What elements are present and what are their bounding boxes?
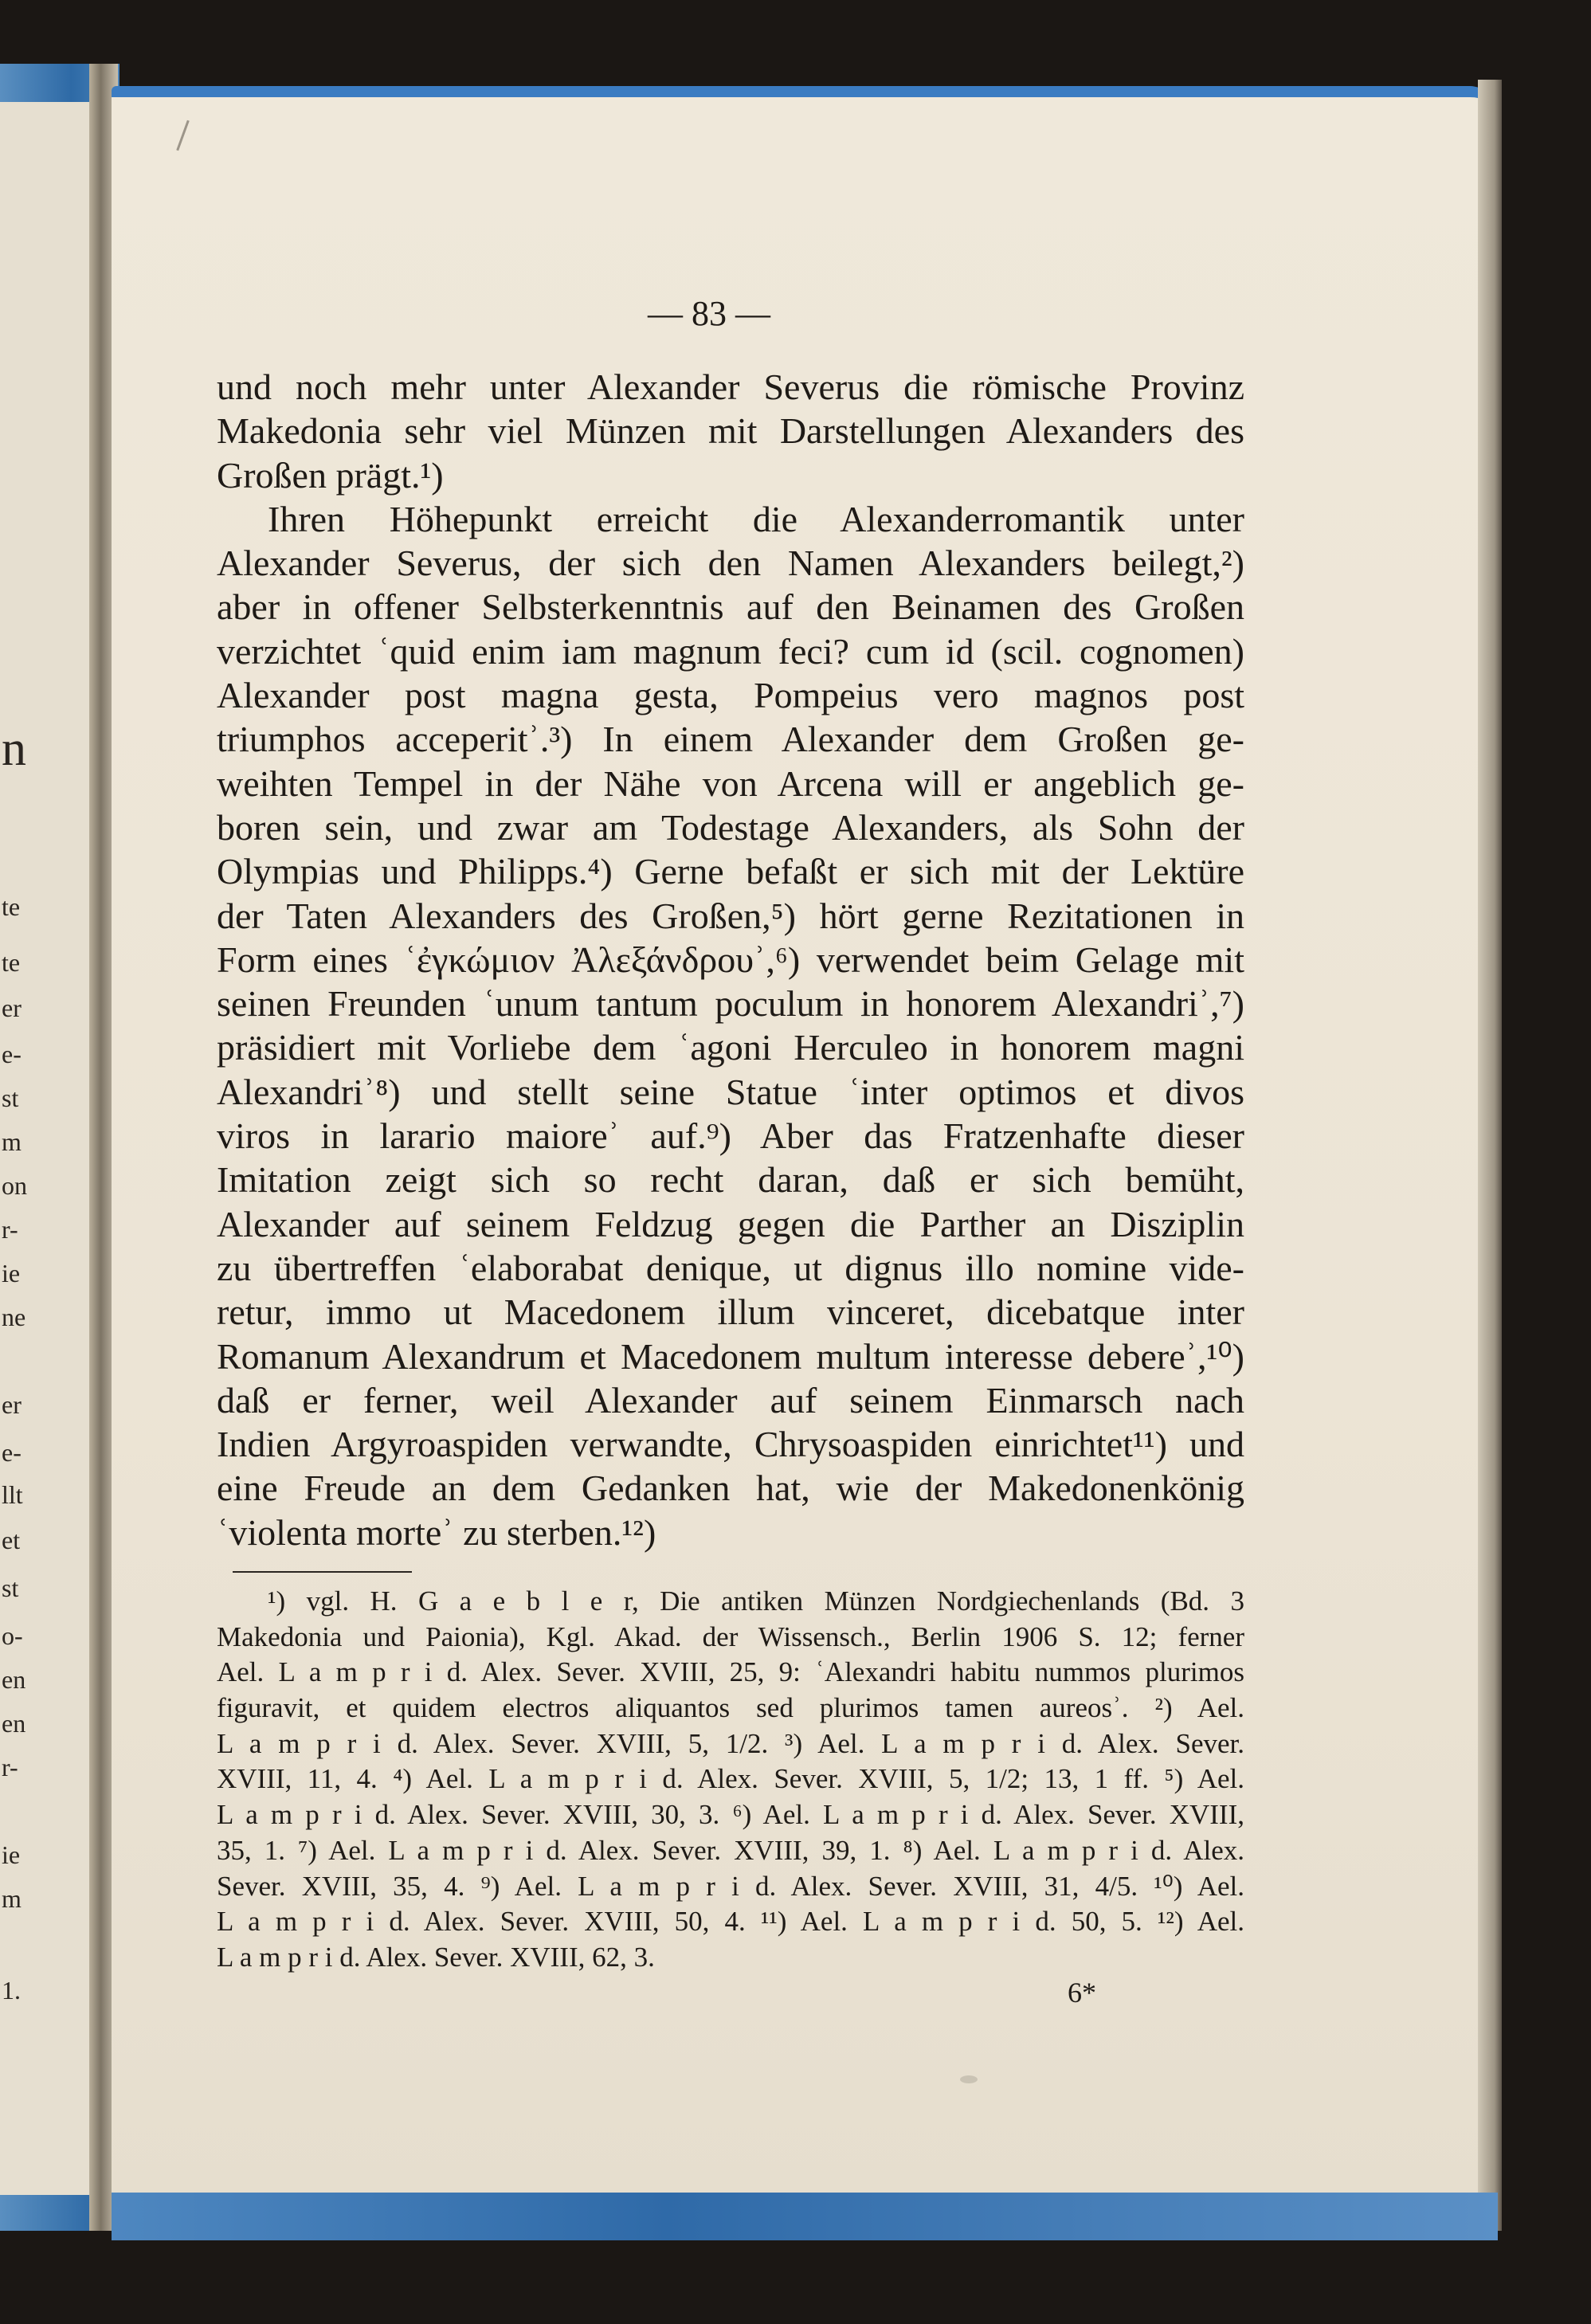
left-fragment: on xyxy=(2,1171,27,1200)
body-line: weihten Tempel in der Nähe von Arcena will er angeblich ge- xyxy=(217,762,1244,804)
footnote-separator xyxy=(233,1571,412,1573)
left-fragment: 1. xyxy=(2,1976,21,2005)
body-line: Alexander post magna gesta, Pompeius vero magnos post xyxy=(217,675,1244,716)
left-fragment: r- xyxy=(2,1753,18,1781)
body-line: zu übertreffen ʿelaborabat denique, ut dignus illo nomine vide- xyxy=(217,1247,1244,1288)
body-line: der Taten Alexanders des Großen,⁵) hört gerne Rezitationen in xyxy=(217,895,1244,936)
page-number: — 83 — xyxy=(648,294,770,333)
footnote-line: ¹) vgl. H. G a e b l e r, Die antiken Münzen Nordgiechenlands (Bd. 3 xyxy=(268,1585,1244,1617)
footnote-line: figuravit, et quidem electros aliquantos sed plurimos tamen aureosʾ. ²) Ael. xyxy=(217,1692,1244,1724)
body-line: Makedonia sehr viel Münzen mit Darstellungen Alexanders des xyxy=(217,410,1244,452)
footnote-line: XVIII, 11, 4. ⁴) Ael. L a m p r i d. Alex. Sever. XVIII, 5, 1/2; 13, 1 ff. ⁵) Ael. xyxy=(217,1763,1244,1795)
left-fragment: er xyxy=(2,1390,22,1419)
body-line: Form eines ʿἐγκώμιον Ἀλεξάνδρουʾ,⁶) verwendet beim Gelage mit xyxy=(217,939,1244,980)
left-fragment: e- xyxy=(2,1438,22,1467)
body-line: Alexander auf seinem Feldzug gegen die Parther an Disziplin xyxy=(217,1203,1244,1244)
footnote-line: L a m p r i d. Alex. Sever. XVIII, 5, 1/2. ³) Ael. L a m p r i d. Alex. Sever. xyxy=(217,1727,1244,1759)
left-fragment: ne xyxy=(2,1303,26,1331)
left-fragment: e- xyxy=(2,1040,22,1068)
left-fragment: er xyxy=(2,993,22,1022)
body-line: eine Freude an dem Gedanken hat, wie der Makedonenkönig xyxy=(217,1468,1244,1509)
body-line: boren sein, und zwar am Todestage Alexanders, als Sohn der xyxy=(217,806,1244,848)
left-fragment: m xyxy=(2,1127,22,1156)
left-fragment: m xyxy=(2,1884,22,1913)
body-line: ʿviolenta morteʾ zu sterben.¹²) xyxy=(217,1511,656,1553)
left-fragment: en xyxy=(2,1665,26,1694)
footnote-line: L a m p r i d. Alex. Sever. XVIII, 50, 4. ¹¹) Ael. L a m p r i d. 50, 5. ¹²) Ael. xyxy=(217,1906,1244,1938)
cover-edge-right xyxy=(1478,80,1502,2231)
left-fragment: ie xyxy=(2,1840,21,1869)
body-line: Ihren Höhepunkt erreicht die Alexanderromantik unter xyxy=(268,498,1244,539)
body-line: Olympias und Philipps.⁴) Gerne befaßt er sich mit der Lektüre xyxy=(217,851,1244,892)
body-line: daß er ferner, weil Alexander auf seinem Einmarsch nach xyxy=(217,1379,1244,1421)
left-fragment: r- xyxy=(2,1215,18,1244)
body-text xyxy=(217,365,1244,1554)
body-line: aber in offener Selbsterkenntnis auf den Beinamen des Großen xyxy=(217,586,1244,628)
body-line: präsidiert mit Vorliebe dem ʿagoni Herculeo in honorem magni xyxy=(217,1027,1244,1068)
body-line: Indien Argyroaspiden verwandte, Chrysoaspiden einrichtet¹¹) und xyxy=(217,1424,1244,1465)
body-line: retur, immo ut Macedonem illum vinceret, dicebatque inter xyxy=(217,1291,1244,1333)
body-line: Romanum Alexandrum et Macedonem multum interesse debereʾ,¹⁰) xyxy=(217,1335,1244,1377)
footnotes xyxy=(217,1584,1244,1976)
body-line: Alexander Severus, der sich den Namen Alexanders beilegt,²) xyxy=(217,543,1244,584)
signature-mark: 6* xyxy=(1068,1977,1096,2009)
left-page-fragments xyxy=(0,0,32,2324)
left-fragment: st xyxy=(2,1084,19,1112)
left-fragment: o- xyxy=(2,1621,23,1650)
body-line: Großen prägt.¹) xyxy=(217,454,444,496)
left-fragment: en xyxy=(2,1709,26,1738)
footnote-line: Sever. XVIII, 35, 4. ⁹) Ael. L a m p r i d. Alex. Sever. XVIII, 31, 4/5. ¹⁰) Ael. xyxy=(217,1870,1244,1902)
left-fragment: n xyxy=(2,722,26,776)
left-fragment: llt xyxy=(2,1480,23,1509)
footnote-line: Ael. L a m p r i d. Alex. Sever. XVIII, 25, 9: ʿAlexandri habitu nummos plurimos xyxy=(217,1656,1244,1688)
left-fragment: te xyxy=(2,948,21,977)
body-line: Imitation zeigt sich so recht daran, daß er sich bemüht, xyxy=(217,1159,1244,1201)
body-line: triumphos acceperitʾ.³) In einem Alexander dem Großen ge- xyxy=(217,719,1244,760)
body-line: viros in larario maioreʾ auf.⁹) Aber das Fratzenhafte dieser xyxy=(217,1115,1244,1157)
paper-spot xyxy=(960,2075,978,2083)
left-fragment: et xyxy=(2,1526,21,1554)
body-line: Alexandriʾ⁸) und stellt seine Statue ʿinter optimos et divos xyxy=(217,1071,1244,1112)
body-line: verzichtet ʿquid enim iam magnum feci? cum id (scil. cognomen) xyxy=(217,630,1244,672)
body-line: seinen Freunden ʿunum tantum poculum in honorem Alexandriʾ,⁷) xyxy=(217,983,1244,1025)
left-fragment: st xyxy=(2,1574,19,1602)
body-line: und noch mehr unter Alexander Severus die römische Provinz xyxy=(217,366,1244,407)
footnote-line: L a m p r i d. Alex. Sever. XVIII, 30, 3. ⁶) Ael. L a m p r i d. Alex. Sever. XVIII, xyxy=(217,1799,1244,1831)
cover-edge-bottom-right xyxy=(112,2193,1498,2240)
left-fragment: ie xyxy=(2,1259,21,1287)
footnote-line: L a m p r i d. Alex. Sever. XVIII, 62, 3. xyxy=(217,1941,655,1973)
footnote-line: Makedonia und Paionia), Kgl. Akad. der Wissensch., Berlin 1906 S. 12; ferner xyxy=(217,1621,1244,1652)
footnote-line: 35, 1. ⁷) Ael. L a m p r i d. Alex. Sever. XVIII, 39, 1. ⁸) Ael. L a m p r i d. Alex. xyxy=(217,1834,1244,1866)
left-fragment: te xyxy=(2,892,21,921)
